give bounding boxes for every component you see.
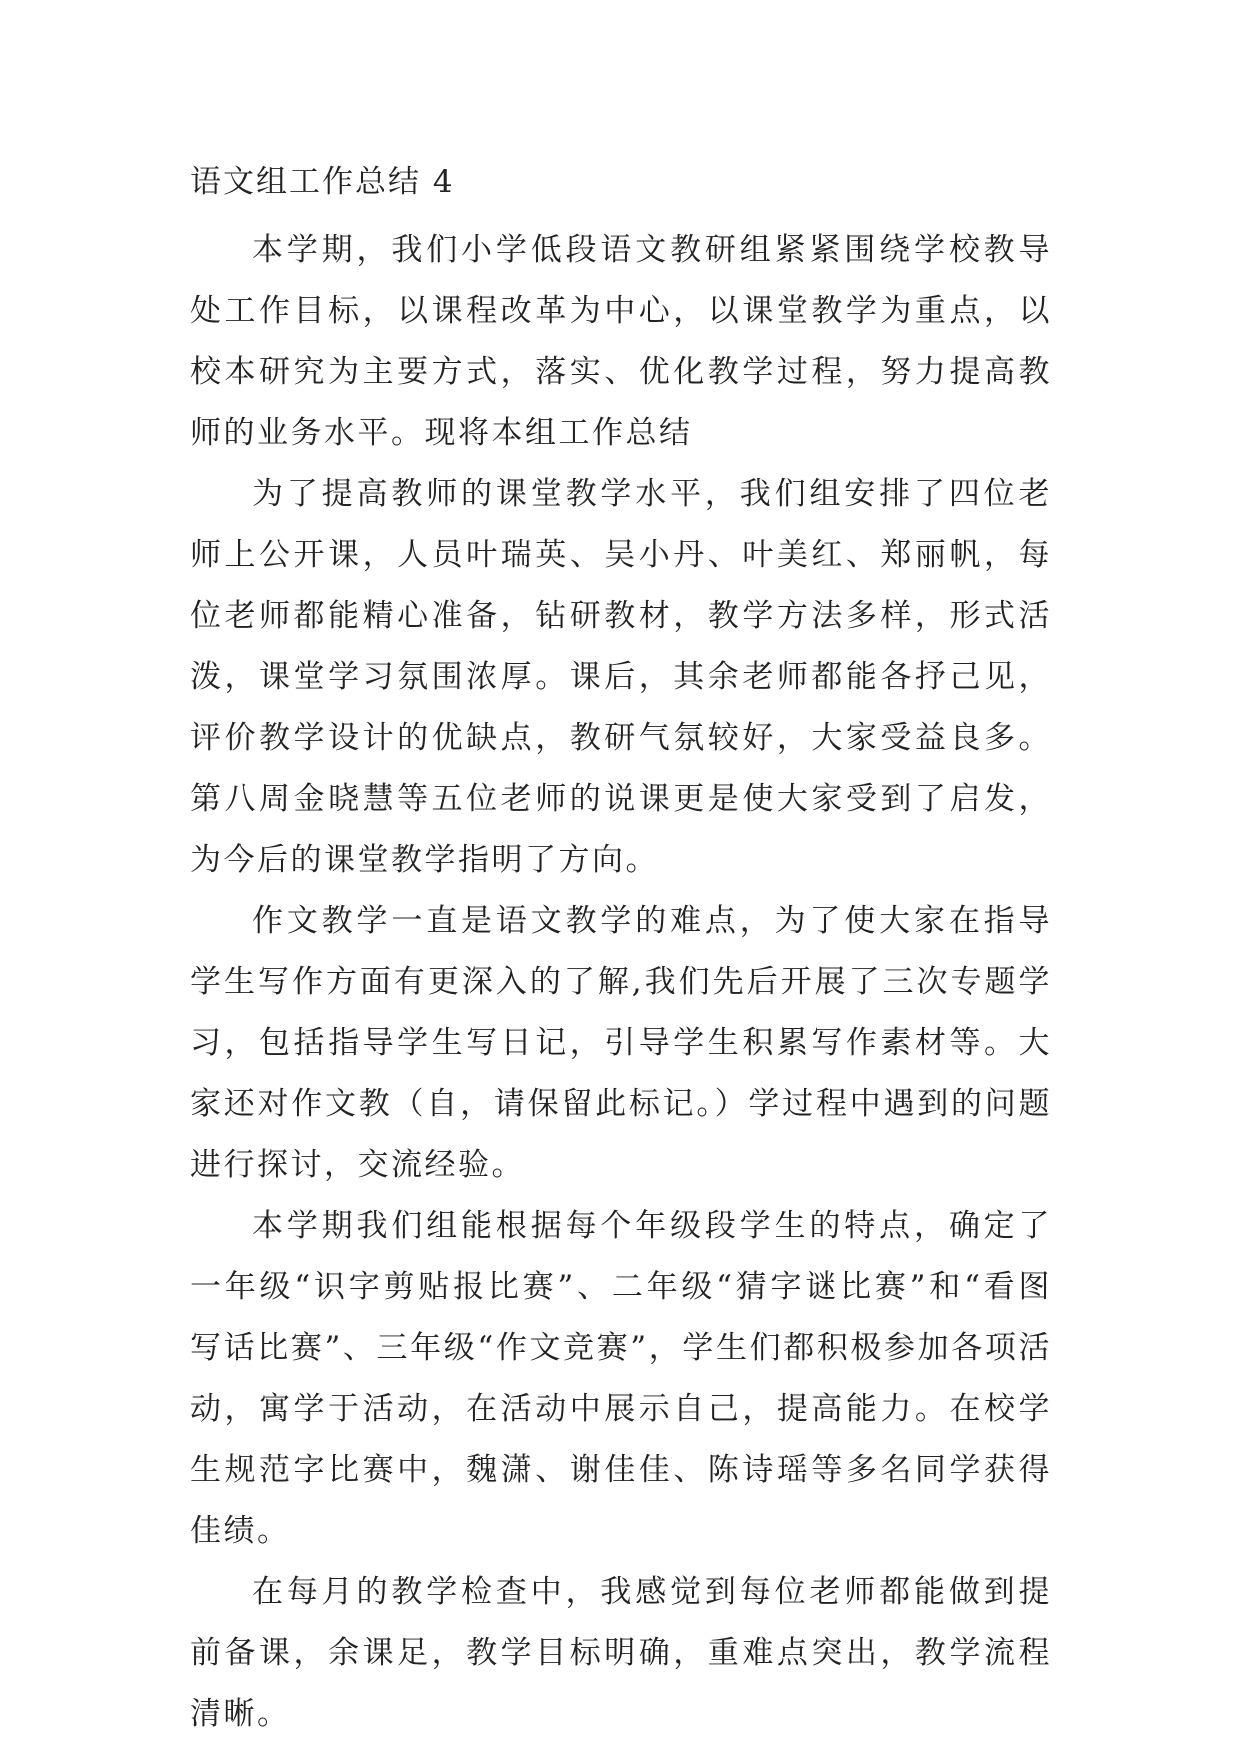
paragraph-3: 作文教学一直是语文教学的难点，为了使大家在指导学生写作方面有更深入的了解,我们先后开展了三次专题学习，包括指导学生写日记，引导学生积累写作素材等。大家还对作文教（自，请保留此标记。）学过程中遇到的问题进行探讨，交流经验。 — [190, 903, 1052, 1183]
paragraph-2: 为了提高教师的课堂教学水平，我们组安排了四位老师上公开课，人员叶瑞英、吴小丹、叶美红、郑丽帆，每位老师都能精心准备，钻研教材，教学方法多样，形式活泼，课堂学习氛围浓厚。课后，其余老师都能各抒己见，评价教学设计的优缺点，教研气氛较好，大家受益良多。第八周金晓慧等五位老师的说课更是使大家受到了启发，为今后的课堂教学指明了方向。 — [190, 476, 1052, 878]
document-body — [190, 220, 1052, 1745]
paragraph-5: 在每月的教学检查中，我感觉到每位老师都能做到提前备课，余课足，教学目标明确，重难点突出，教学流程清晰。 — [190, 1574, 1052, 1732]
document-title: 语文组工作总结 4 — [190, 164, 455, 200]
paragraph-1: 本学期，我们小学低段语文教研组紧紧围绕学校教导处工作目标，以课程改革为中心，以课堂教学为重点，以校本研究为主要方式，落实、优化教学过程，努力提高教师的业务水平。现将本组工作总结 — [190, 232, 1052, 451]
paragraph-4: 本学期我们组能根据每个年级段学生的特点，确定了一年级“识字剪贴报比赛”、二年级“猜字谜比赛”和“看图写话比赛”、三年级“作文竞赛”，学生们都积极参加各项活动，寓学于活动，在活动中展示自己，提高能力。在校学生规范字比赛中，魏潇、谢佳佳、陈诗瑶等多名同学获得佳绩。 — [190, 1208, 1052, 1549]
